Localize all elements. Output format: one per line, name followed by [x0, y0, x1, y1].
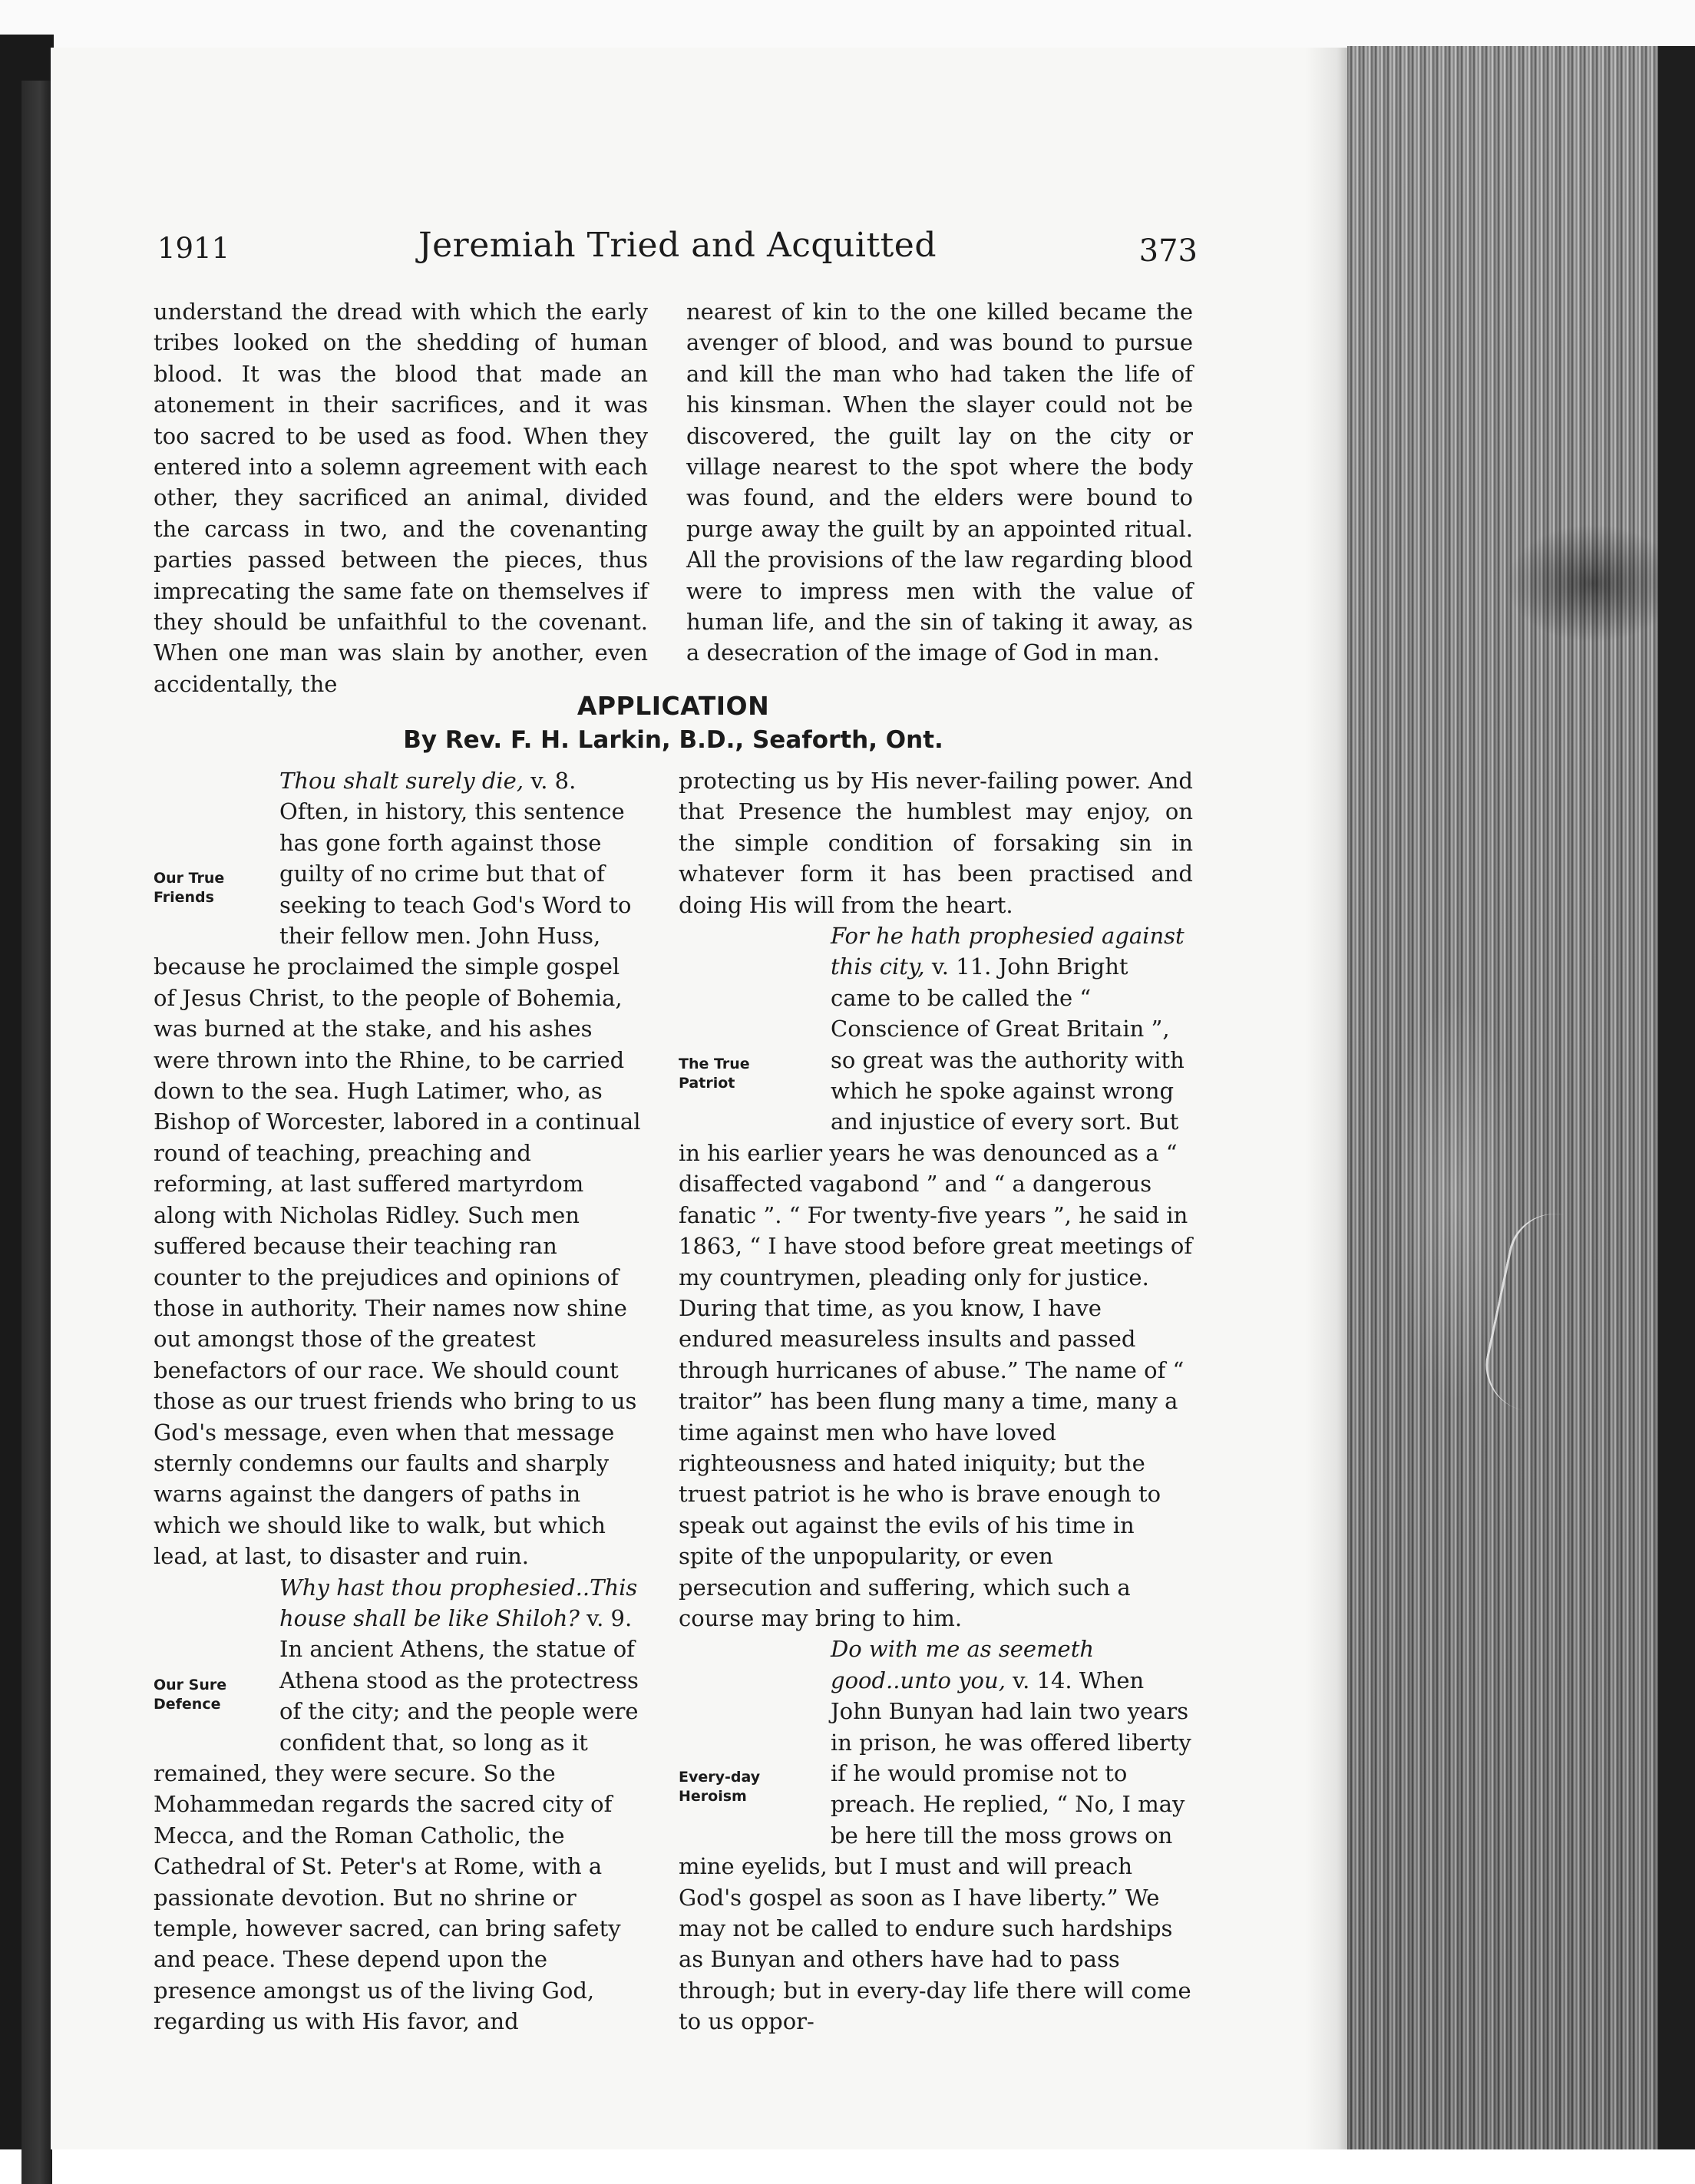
paragraph-text: authority with which he spoke against wrong and injustice of every sort. But in his earlier years he was denounced as a “ disaffected vagabond ” and “ a dangerous fanatic ”. “ For twenty-five years ”, he said in 1863, “ I have stood before great meetings of my countrymen, pleading only for justice. During that time, as you know, I have endured measureless insults and passed through hurricanes of abuse.” The name of “ traitor” has been flung many a time, many a time against men who have loved righteousness and hated iniquity; but the truest patriot is he who is brave enough to speak out against the evils of his time in spite of the unpopularity, or even persecution and suffering, which such a course may bring to him. — [679, 1046, 1193, 1631]
sidenote-line: Heroism — [679, 1788, 747, 1806]
page-number: 373 — [1138, 233, 1198, 269]
top-right-column — [686, 296, 1193, 669]
paragraph-text: to teach God's Word to their fellow men. John Huss, because he proclaimed the simple gospel of Jesus Christ, to the people of Bohemia, was burned at the stake, and his ashes were thrown into the Rhine, to be carried down to the sea. Hugh Latimer, who, as Bishop of Worcester, labored in a continual round of teaching, preaching and reforming, at last suffered martyrdom along with Nicholas Ridley. Such men suffered because their teaching ran counter to the prejudices and opinions of those in authority. Their names now shine out amongst those of the greatest benefactors of our race. We should count those as our truest friends who bring to us God's message, even when that message sternly condemns our faults and sharply warns against the dangers of paths in which we should like to walk, but which lead, at last, to disaster and ruin. — [154, 891, 641, 1570]
paragraph-text: v. 9. In ancient Athens, the statue of Athena stood as the protectress of — [279, 1604, 639, 1725]
scripture-quote: Thou shalt surely die, — [279, 768, 524, 794]
scripture-quote: For he hath prophesied against this city, — [831, 923, 1185, 980]
left-page-edge — [0, 35, 54, 2149]
sidenote-line: Every-day — [679, 1769, 761, 1786]
sidenote-every-day-heroism — [679, 1726, 831, 1849]
sidenote-line: Our True — [154, 870, 225, 887]
paragraph-text: v. 14. When John Bunyan had lain two years in prison, he was offered liberty if he would — [831, 1667, 1191, 1786]
running-head — [157, 226, 1198, 272]
sidenote-line: Patriot — [679, 1075, 735, 1092]
page-block-stains — [1347, 46, 1695, 2149]
sidenote-line: Defence — [154, 1695, 221, 1713]
sidenote-our-sure-defence — [154, 1634, 279, 1756]
paragraph-continued: protecting us by His never-failing power. And that Presence the humblest may enjoy, on the simple condition of forsaking sin in whatever form it has been practised and doing His will from the heart. — [679, 768, 1193, 918]
sidenote-line: Friends — [154, 889, 214, 906]
running-head-year: 1911 — [157, 232, 230, 265]
sidenote-line: The True — [679, 1056, 750, 1073]
book-cover-edge — [1658, 46, 1695, 2149]
running-head-title: Jeremiah Tried and Acquitted — [418, 226, 937, 265]
paragraph-text: v. 8. Often, in history, this sentence has gone forth against those guilty of no crime but that of seeking — [279, 768, 625, 918]
top-left-paragraph: understand the dread with which the early tribes looked on the shedding of human blood. It was the blood that made an atonement in their sacrifices, and it was too sacred to be used as food. When they entered into a solemn agreement with each other, they sacrificed an animal, divided the carcass in two, and the covenanting parties passed between the pieces, thus imprecating the same fate on themselves if they should be unfaithful to the covenant. When one man was slain by another, even accidentally, the — [154, 299, 648, 697]
paragraph-text: promise not to preach. He replied, “ No, I may be here till the moss grows on mine eyelids, but I must and will preach God's gospel as soon as I have liberty.” We may not be called to endure such hardships as Bunyan and others have had to pass through; but in every-day life there will come to us oppor- — [679, 1760, 1191, 2035]
top-right-paragraph: nearest of kin to the one killed became the avenger of blood, and was bound to pursue and kill the man who had taken the life of his kinsman. When the slayer could not be discovered, the guilt lay on the city or village nearest to the spot where the body was found, and the elders were bound to purge away the guilt by an appointed ritual. All the provisions of the law regarding blood were to impress men with the value of human life, and the sin of taking it away, as a desecration of the image of God in man. — [686, 299, 1193, 666]
scripture-quote: Do with me as seemeth good..unto you, — [831, 1636, 1095, 1693]
application-right-column — [679, 765, 1193, 2037]
paragraph-text: the city; and the people were confident that, so long as it remained, they were secure. So the Mohammedan regards the sacred city of Mecca, and the Roman Catholic, the Cathedral of St. Peter's at Rome, with a passionate devotion. But no shrine or temple, however sacred, can bring safety and peace. These depend upon the presence amongst us of the living God, regarding us with His favor, and — [154, 1698, 639, 2035]
sidenote-our-true-friends — [154, 827, 279, 950]
sidenote-the-true-patriot — [679, 1013, 831, 1135]
scripture-quote: Why hast thou prophesied..This house shall be like Shiloh? — [279, 1574, 638, 1631]
paragraph-text: v. 11. John Bright came to be called the “ Conscience of Great Britain ”, so great was the — [831, 953, 1170, 1073]
application-left-column — [154, 765, 648, 2037]
top-left-column — [154, 296, 648, 699]
binding-gutter — [21, 81, 52, 2184]
section-heading: APPLICATION — [577, 691, 770, 721]
scan-top-margin — [0, 0, 1695, 48]
section-byline: By Rev. F. H. Larkin, B.D., Seaforth, Ont. — [403, 726, 943, 754]
sidenote-line: Our Sure — [154, 1676, 227, 1693]
